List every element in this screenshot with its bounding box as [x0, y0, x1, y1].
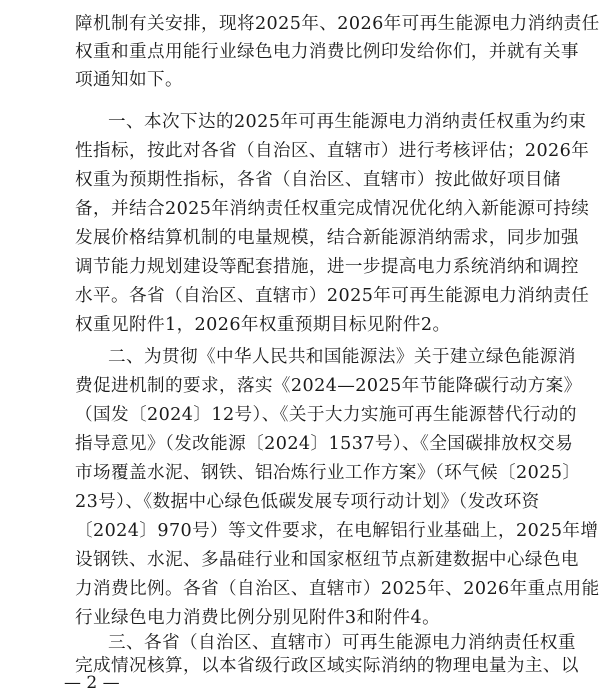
text-line: 调节能力规划建设等配套措施，进一步提高电力系统消纳和调控	[75, 257, 579, 277]
text-line: 权重为预期性指标，各省（自治区、直辖市）按此做好项目储	[75, 170, 561, 190]
text-line: 费促进机制的要求，落实《2024—2025年节能降碳行动方案》	[75, 376, 582, 396]
paragraph-2-first-line: 二、为贯彻《中华人民共和国能源法》关于建立绿色能源消	[108, 347, 576, 367]
paragraph-1-first-line: 一、本次下达的2025年可再生能源电力消纳责任权重为约束	[108, 112, 587, 132]
text-line: 设钢铁、水泥、多晶硅行业和国家枢纽节点新建数据中心绿色电	[75, 550, 579, 570]
page-number: — 2 —	[64, 673, 120, 693]
text-line: 市场覆盖水泥、钢铁、铝冶炼行业工作方案》（环气候〔2025〕	[75, 463, 581, 483]
text-line: （国发〔2024〕12号）、《关于大力实施可再生能源替代行动的	[75, 405, 577, 425]
text-line: 发展价格结算机制的电量规模，结合新能源消纳需求，同步加强	[75, 228, 579, 248]
text-line: 权重和重点用能行业绿色电力消费比例印发给你们，并就有关事	[75, 42, 579, 62]
text-line: 指导意见》（发改能源〔2024〕1537号）、《全国碳排放权交易	[75, 434, 574, 454]
text-line: 备，并结合2025年消纳责任权重完成情况优化纳入新能源可持续	[75, 199, 590, 219]
text-line: 23号）、《数据中心绿色低碳发展专项行动计划》（发改环资	[75, 492, 540, 512]
text-line: 障机制有关安排，现将2025年、2026年可再生能源电力消纳责任	[75, 14, 600, 34]
text-line: 力消费比例。各省（自治区、直辖市）2025年、2026年重点用能	[75, 579, 600, 599]
text-line: 完成情况核算，以本省级行政区域实际消纳的物理电量为主、以	[75, 656, 579, 676]
text-line: 〔2024〕970号）等文件要求，在电解铝行业基础上，2025年增	[75, 521, 599, 541]
paragraph-3-first-line: 三、各省（自治区、直辖市）可再生能源电力消纳责任权重	[108, 633, 576, 653]
text-line: 性指标，按此对各省（自治区、直辖市）进行考核评估；2026年	[75, 141, 590, 161]
text-line: 权重见附件1，2026年权重预期目标见附件2。	[75, 315, 451, 335]
text-line: 行业绿色电力消费比例分别见附件3和附件4。	[75, 608, 441, 628]
text-line: 水平。各省（自治区、直辖市）2025年可再生能源电力消纳责任	[75, 286, 590, 306]
text-line: 项通知如下。	[75, 70, 183, 90]
